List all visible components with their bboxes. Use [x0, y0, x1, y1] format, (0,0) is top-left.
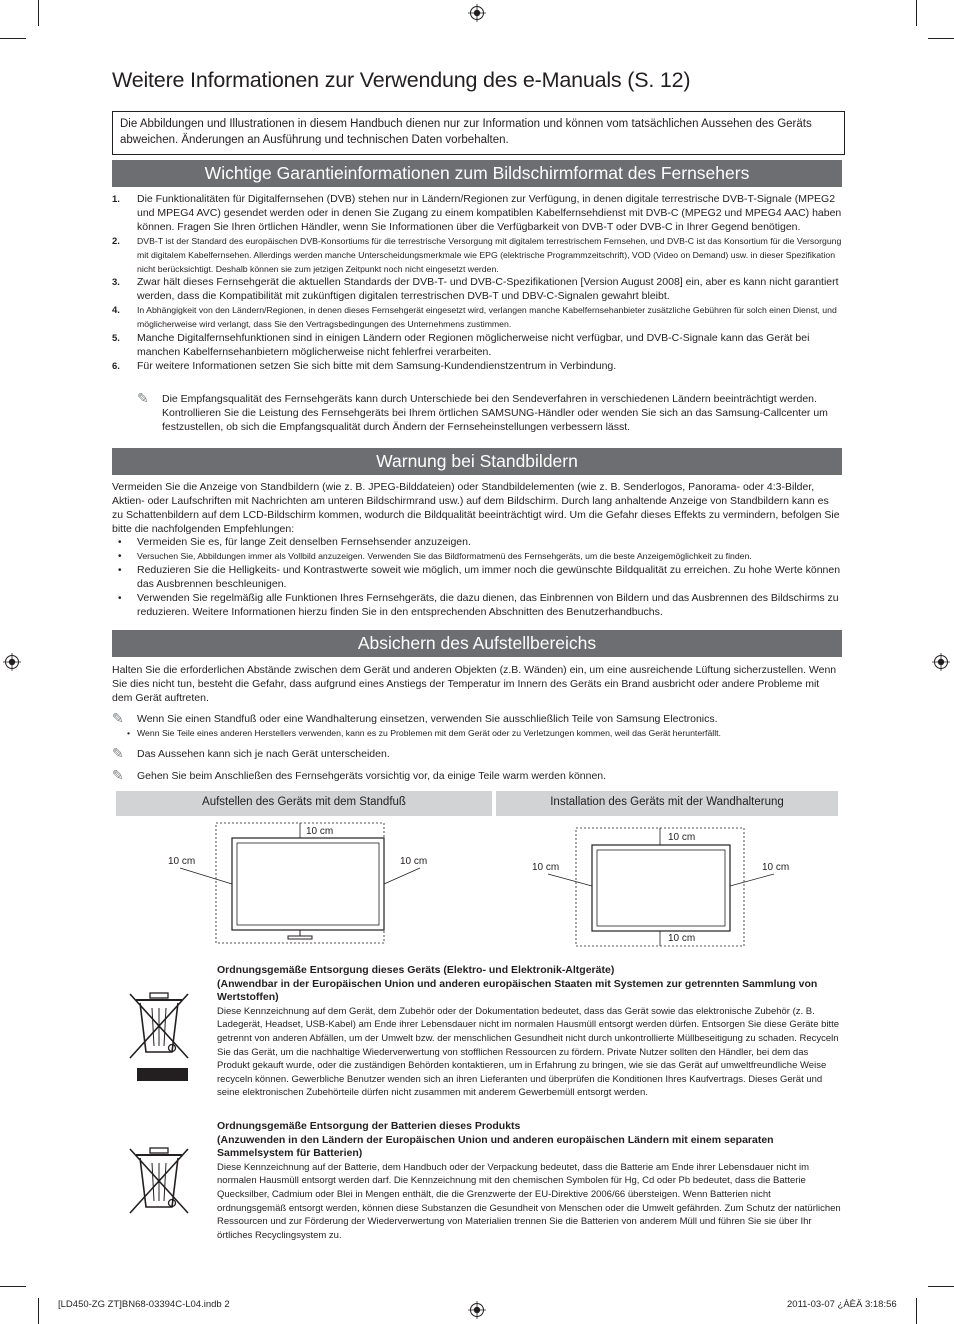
- crop-mark: [928, 1286, 954, 1287]
- dim-label-bottom: 10 cm: [668, 933, 696, 944]
- list-item: 3. Zwar hält dieses Fernsehgerät die aktuellen Standards der DVB-T- und DVB-C-Spezifikationen [Version August 2008] ein, aber es kann nicht garantiert werden, dass die Kompatibilität mit zukünftigen digitalen terrestrischen DVB-T und DBV-C-Signalen gewahrt bleibt.: [112, 276, 839, 303]
- crop-mark: [916, 0, 917, 26]
- section-heading-installation-area: Absichern des Aufstellbereichs: [112, 630, 842, 657]
- installation-intro: Halten Sie die erforderlichen Abstände zwischen dem Gerät und anderen Objekten (z.B. Wänden) ein, um eine ausreichende Lüftung sicherzustellen. Wenn Sie dies nicht tun, besteht die Gefahr, dass aufgrund eines Anstiegs der Temperatur im Innern des Geräts ein Brand ausbricht oder andere Probleme mit dem Gerät auftreten.: [112, 664, 837, 704]
- list-item: 5. Manche Digitalfernsehfunktionen sind in einigen Ländern oder Regionen möglicherweise nicht verfügbar, und DVB-C-Signale kann das Gerät bei manchen Kabelfernsehanbietern möglicherweise nicht fehlerfrei verarbeiten.: [112, 332, 810, 358]
- section-heading-warranty: Wichtige Garantieinformationen zum Bildschirmformat des Fernsehers: [112, 160, 842, 187]
- table-header-stand: Aufstellen des Geräts mit dem Standfuß: [116, 791, 492, 816]
- list-item: 2. DVB-T ist der Standard des europäischen DVB-Konsortiums für die terrestrische Versorgung mit digitalem terrestrischem Fernsehen, und DVB-C ist das Konsortium für die Versorgung mit digitalem Kabelfernsehen. Allerdings werden manche Unterscheidungsmerkmale wie EPG (elektrische Programmzeitschrift), VOD (Video on Demand) usw. in dieser Spezifikation nicht berücksichtigt. Deshalb können sie zum jetzigen Zeitpunkt noch nicht eingesetzt werden.: [112, 235, 842, 274]
- table-header-wall-mount: Installation des Geräts mit der Wandhalterung: [496, 791, 838, 816]
- note-pen-icon: ✎: [112, 745, 124, 761]
- dim-label-right: 10 cm: [762, 862, 790, 873]
- disposal-weee-body: Diese Kennzeichnung auf dem Gerät, dem Zubehör oder der Dokumentation bedeutet, dass das Gerät sowie das elektronische Zubehör (z. B. Ladegerät, Headset, USB-Kabel) am Ende ihrer Lebensdauer nicht im normalen Hausmüll entsorgt werden dürfen. Entsorgen Sie diese Geräte bitte getrennt von anderen Abfällen, um der Umwelt bzw. der menschlichen Gesundheit nicht durch unkontrollierte Müllbeseitigung zu schaden. Recyceln Sie das Gerät, um die nachhaltige Wiederverwertung von stofflichen Ressourcen zu fördern. Private Nutzer sollten den Händler, bei dem das Produkt gekauft wurde, oder die zuständigen Behörden kontaktieren, um in Erfahrung zu bringen, wie sie das Gerät auf umweltfreundliche Weise recyceln können. Gewerbliche Benutzer wenden sich an ihren Lieferanten und überprüfen die Konditionen Ihres Kaufvertrags. Dieses Gerät und seine elektronischen Zubehörteile dürfen nicht zusammen mit anderem Gewerbemüll entsorgt werden.: [217, 1005, 840, 1099]
- registration-mark-icon: [3, 653, 21, 671]
- registration-mark-icon: [932, 653, 950, 671]
- crop-mark: [38, 0, 39, 26]
- crop-mark: [38, 1298, 39, 1324]
- subnote-other-parts: • Wenn Sie Teile eines anderen Herstellers verwenden, kann es zu Problemen mit dem Gerät oder zu Verletzungen kommen, weil das Gerät herunterfällt.: [137, 727, 837, 739]
- note-pen-icon: ✎: [137, 390, 149, 406]
- dim-label-right: 10 cm: [400, 856, 428, 867]
- crop-mark: [928, 38, 954, 39]
- section-heading-still-images: Warnung bei Standbildern: [112, 448, 842, 475]
- still-images-intro: Vermeiden Sie die Anzeige von Standbildern (wie z. B. JPEG-Bilddateien) oder Standbildelementen (wie z. B. Senderlogos, Panorama- oder 4:3-Bilder, Aktien- oder Laufschriften mit Nachrichten am unteren Bildschirmrand usw.) auf dem Bildschirm. Durch lang anhaltende Anzeige von Standbildern kann es zu Schattenbildern auf dem LCD-Bildschirm kommen, wodurch die Bildqualität beeinträchtigt wird. Um die Gefahr dieses Effekts zu vermindern, befolgen Sie bitte die nachfolgenden Empfehlungen:: [112, 481, 840, 535]
- note-reception: ✎ Die Empfangsqualität des Fernsehgeräts kann durch Unterschiede bei den Sendeverfahren in verschiedenen Ländern beeinträchtigt werden. Kontrollieren Sie die Leistung des Fernsehgeräts bei Ihrem örtlichen SAMSUNG-Händler oder wenden Sie sich an das Samsung-Callcenter um festzustellen, ob sich die Empfangsqualität durch Ändern der Fernseheinstellungen verbessern lässt.: [137, 390, 828, 433]
- disposal-weee-subheading: (Anwendbar in der Europäischen Union und anderen europäischen Staaten mit Systemen zur getrennten Sammlung von Wertstoffen): [217, 977, 818, 1004]
- disposal-weee-block: [217, 964, 842, 1100]
- crop-mark: [0, 1286, 26, 1287]
- dim-label-top: 10 cm: [668, 832, 696, 843]
- registration-mark-icon: [468, 4, 486, 22]
- disposal-battery-heading: Ordnungsgemäße Entsorgung der Batterien dieses Produkts: [217, 1120, 521, 1132]
- page-title: Weitere Informationen zur Verwendung des e-Manuals (S. 12): [112, 68, 691, 92]
- list-item: 1. Die Funktionalitäten für Digitalfernsehen (DVB) stehen nur in Ländern/Regionen zur Verfügung, in denen digitale terrestrische DVB-T-Signale (MPEG2 und MPEG4 AVC) gesendet werden oder in denen Sie Zugang zu einem kompatiblen Kabelfernsehdienst mit DVB-C (MPEG2 und MPEG4 AAC) haben können. Fragen Sie Ihren örtlichen Händler, wenn Sie Informationen über die Verfügbarkeit von DVB-T oder DVB-C in Ihrer Gegend benötigen.: [112, 193, 842, 233]
- footer-timestamp: 2011-03-07 ¿ÀÈÄ 3:18:56: [787, 1299, 897, 1310]
- still-images-bullets: [112, 536, 842, 619]
- warranty-list: [112, 193, 842, 374]
- disposal-battery-block: [217, 1120, 842, 1242]
- list-item: • Versuchen Sie, Abbildungen immer als Vollbild anzuzeigen. Verwenden Sie das Bildformatmenü des Fernsehgeräts, um die beste Anzeigemöglichkeit zu finden.: [112, 550, 842, 564]
- registration-mark-icon: [468, 1301, 486, 1319]
- disposal-battery-body: Diese Kennzeichnung auf der Batterie, dem Handbuch oder der Verpackung bedeutet, dass die Batterie am Ende ihrer Lebensdauer nicht im normalen Hausmüll entsorgt werden darf. Die Kennzeichnung mit den chemischen Symbolen für Hg, Cd oder Pb bedeutet, dass die Batterie Quecksilber, Cadmium oder Blei in Mengen enthält, die die Grenzwerte der EU-Direktive 2006/66 übersteigen. Wenn Batterien nicht ordnungsgemäß entsorgt werden, können diese Substanzen die Gesundheit von Menschen oder die Umwelt gefährden. Zum Schutz der natürlichen Ressourcen und zur Förderung der Wiederverwertung von Materialien trennen Sie die Batterien von anderem Müll und führen Sie sie über Ihr örtliches Recyclingsystem zu.: [217, 1161, 841, 1241]
- dim-label-left: 10 cm: [532, 862, 560, 873]
- crop-mark: [0, 38, 26, 39]
- list-item: • Vermeiden Sie es, für lange Zeit denselben Fernsehsender anzuzeigen.: [112, 536, 842, 550]
- list-item: 6. Für weitere Informationen setzen Sie sich bitte mit dem Samsung-Kundendienstzentrum in Verbindung.: [112, 359, 617, 372]
- stand-clearance-diagram: [160, 818, 440, 948]
- crossed-out-wheelie-bin-icon: [128, 990, 190, 1082]
- note-pen-icon: ✎: [112, 767, 124, 783]
- dim-label-top: 10 cm: [306, 826, 334, 837]
- disclaimer-box: Die Abbildungen und Illustrationen in diesem Handbuch dienen nur zur Information und können vom tatsächlichen Aussehen des Geräts abweichen. Änderungen an Ausführung und technischen Daten vorbehalten.: [112, 111, 845, 155]
- crossed-out-wheelie-bin-icon: [128, 1145, 190, 1217]
- wall-mount-clearance-diagram: [530, 826, 800, 948]
- note-appearance: ✎ Das Aussehen kann sich je nach Gerät unterscheiden.: [112, 745, 390, 761]
- disposal-battery-subheading: (Anzuwenden in den Ländern der Europäischen Union und anderen europäischen Ländern mit einem separaten Sammelsystem für Batterien): [217, 1133, 774, 1160]
- note-pen-icon: ✎: [112, 710, 124, 726]
- crop-mark: [916, 1298, 917, 1324]
- footer-file-name: [LD450-ZG ZT]BN68-03394C-L04.indb 2: [58, 1299, 230, 1310]
- dim-label-left: 10 cm: [168, 856, 196, 867]
- note-warm-parts: ✎ Gehen Sie beim Anschließen des Fernsehgeräts vorsichtig vor, da einige Teile warm werden können.: [112, 767, 607, 783]
- list-item: 4. In Abhängigkeit von den Ländern/Regionen, in denen dieses Fernsehgerät eingesetzt wird, verlangen manche Kabelfernsehanbieter zusätzliche Gebühren für solch einen Dienst, und möglicherweise wird verlangt, dass Sie den Vertragsbedingungen des Unternehmens zustimmen.: [112, 305, 837, 330]
- list-item: • Verwenden Sie regelmäßig alle Funktionen Ihres Fernsehgeräts, die dazu dienen, das Einbrennen von Bildern und das Ausbrennen des Bildschirms zu reduzieren. Weitere Informationen hierzu finden Sie in den entsprechenden Abschnitten des Benutzerhandbuchs.: [112, 592, 842, 620]
- list-item: • Reduzieren Sie die Helligkeits- und Kontrastwerte soweit wie möglich, um immer noch die gewünschte Bildqualität zu erreichen. Zu hohe Werte können das Ausbrennen beschleunigen.: [112, 564, 842, 592]
- disposal-weee-heading: Ordnungsgemäße Entsorgung dieses Geräts (Elektro- und Elektronik-Altgeräte): [217, 964, 615, 976]
- note-samsung-parts: ✎ Wenn Sie einen Standfuß oder eine Wandhalterung einsetzen, verwenden Sie ausschließlich Teile von Samsung Electronics.: [112, 710, 718, 726]
